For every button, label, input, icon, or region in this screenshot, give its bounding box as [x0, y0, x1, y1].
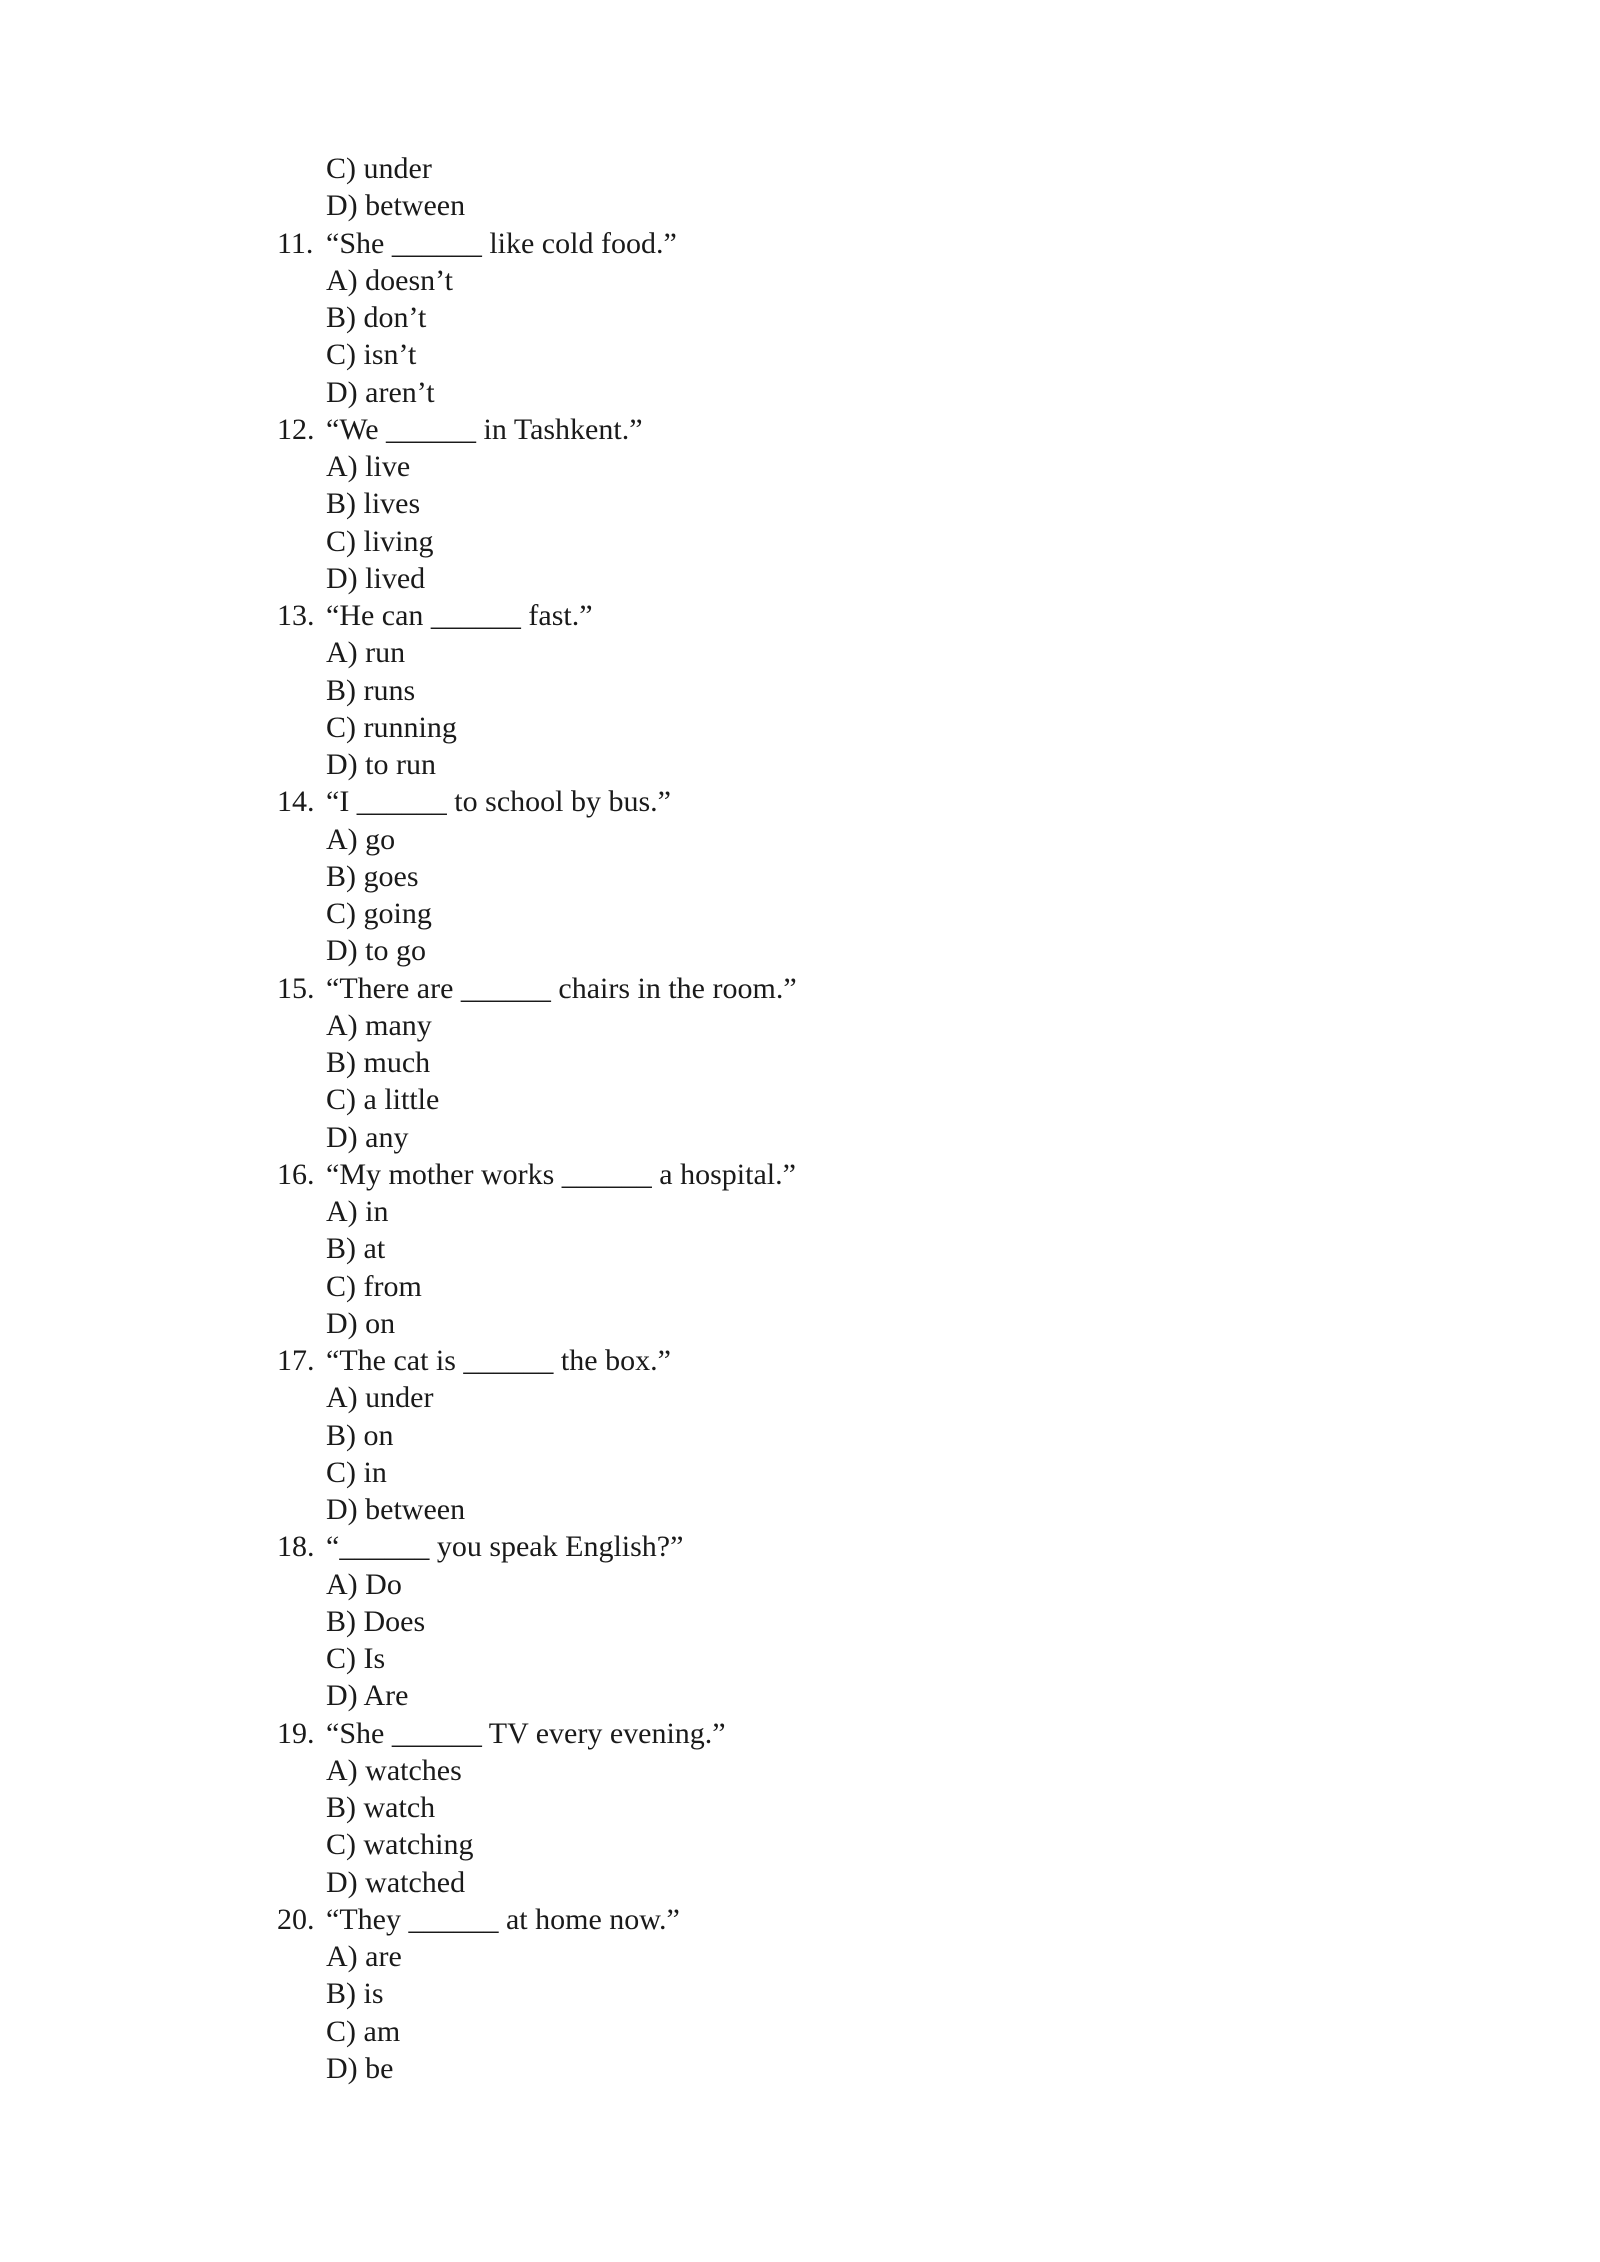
option-line: D) be	[326, 2051, 394, 2085]
option-line: C) Is	[326, 1642, 386, 1675]
question-text: “She ______ TV every evening.”	[326, 1716, 726, 1750]
option-line: D) to run	[326, 748, 436, 781]
question-text: “He can ______ fast.”	[326, 599, 593, 632]
option-line: D) watched	[326, 1865, 466, 1899]
option-line: C) am	[326, 2014, 401, 2048]
question-text: “We ______ in Tashkent.”	[326, 412, 643, 446]
question-line	[277, 1715, 1377, 1752]
option-line: C) living	[326, 524, 434, 558]
question-number: 15.	[277, 971, 315, 1005]
option-line: A) in	[326, 1195, 389, 1228]
option-line: B) goes	[326, 859, 419, 893]
option-line: A) doesn’t	[326, 263, 453, 297]
option-line: B) don’t	[326, 301, 427, 334]
question-number: 19.	[277, 1716, 315, 1750]
option-line: D) between	[326, 1493, 466, 1526]
option-line: D) on	[326, 1306, 396, 1340]
question-text: “There are ______ chairs in the room.”	[326, 971, 797, 1005]
option-line: B) is	[326, 1977, 384, 2011]
option-line: C) watching	[326, 1828, 474, 1862]
option-line: A) go	[326, 822, 396, 856]
question-text: “She ______ like cold food.”	[326, 226, 677, 260]
question-number: 20.	[277, 1902, 315, 1936]
option-line: D) to go	[326, 934, 426, 968]
question-line	[277, 411, 1377, 448]
option-line: B) much	[326, 1046, 431, 1079]
option-line: B) Does	[326, 1604, 426, 1638]
option-line: C) isn’t	[326, 338, 417, 372]
option-line: A) watches	[326, 1753, 462, 1787]
option-line: A) under	[326, 1381, 434, 1415]
question-number: 16.	[277, 1157, 315, 1191]
option-line: B) on	[326, 1418, 394, 1452]
option-line: B) at	[326, 1232, 386, 1266]
question-number: 11.	[277, 226, 314, 260]
question-text: “______ you speak English?”	[326, 1530, 684, 1564]
question-line	[277, 970, 1377, 1007]
question-line	[277, 1156, 1377, 1193]
option-line: D) Are	[326, 1679, 409, 1713]
question-number: 18.	[277, 1530, 315, 1564]
question-number: 14.	[277, 785, 315, 819]
question-text: “I ______ to school by bus.”	[326, 785, 671, 819]
option-line: C) under	[326, 152, 432, 185]
option-line: D) between	[326, 189, 466, 223]
question-line	[277, 1901, 1377, 1938]
option-line: A) run	[326, 636, 406, 670]
question-line	[277, 225, 1377, 262]
option-line: A) Do	[326, 1567, 402, 1601]
option-line: D) lived	[326, 561, 426, 595]
option-line: A) are	[326, 1940, 402, 1973]
option-line: B) watch	[326, 1791, 436, 1824]
question-line	[277, 1528, 1377, 1565]
option-line: A) live	[326, 450, 411, 483]
option-line: C) in	[326, 1455, 387, 1489]
question-line	[277, 1342, 1377, 1379]
question-list	[277, 150, 1377, 2087]
question-line	[277, 783, 1377, 820]
question-number: 17.	[277, 1344, 315, 1377]
option-line: C) running	[326, 710, 457, 744]
question-line	[277, 597, 1377, 634]
question-number: 12.	[277, 412, 315, 446]
question-text: “The cat is ______ the box.”	[326, 1344, 671, 1377]
question-text: “My mother works ______ a hospital.”	[326, 1157, 796, 1191]
question-text: “They ______ at home now.”	[326, 1902, 680, 1936]
option-line: D) any	[326, 1120, 409, 1154]
option-line: C) a little	[326, 1083, 440, 1117]
option-line: A) many	[326, 1008, 432, 1042]
option-line: C) going	[326, 897, 432, 930]
question-number: 13.	[277, 599, 315, 632]
option-line: D) aren’t	[326, 375, 435, 409]
option-line: C) from	[326, 1269, 422, 1303]
option-line: B) runs	[326, 673, 416, 707]
option-line: B) lives	[326, 487, 421, 521]
